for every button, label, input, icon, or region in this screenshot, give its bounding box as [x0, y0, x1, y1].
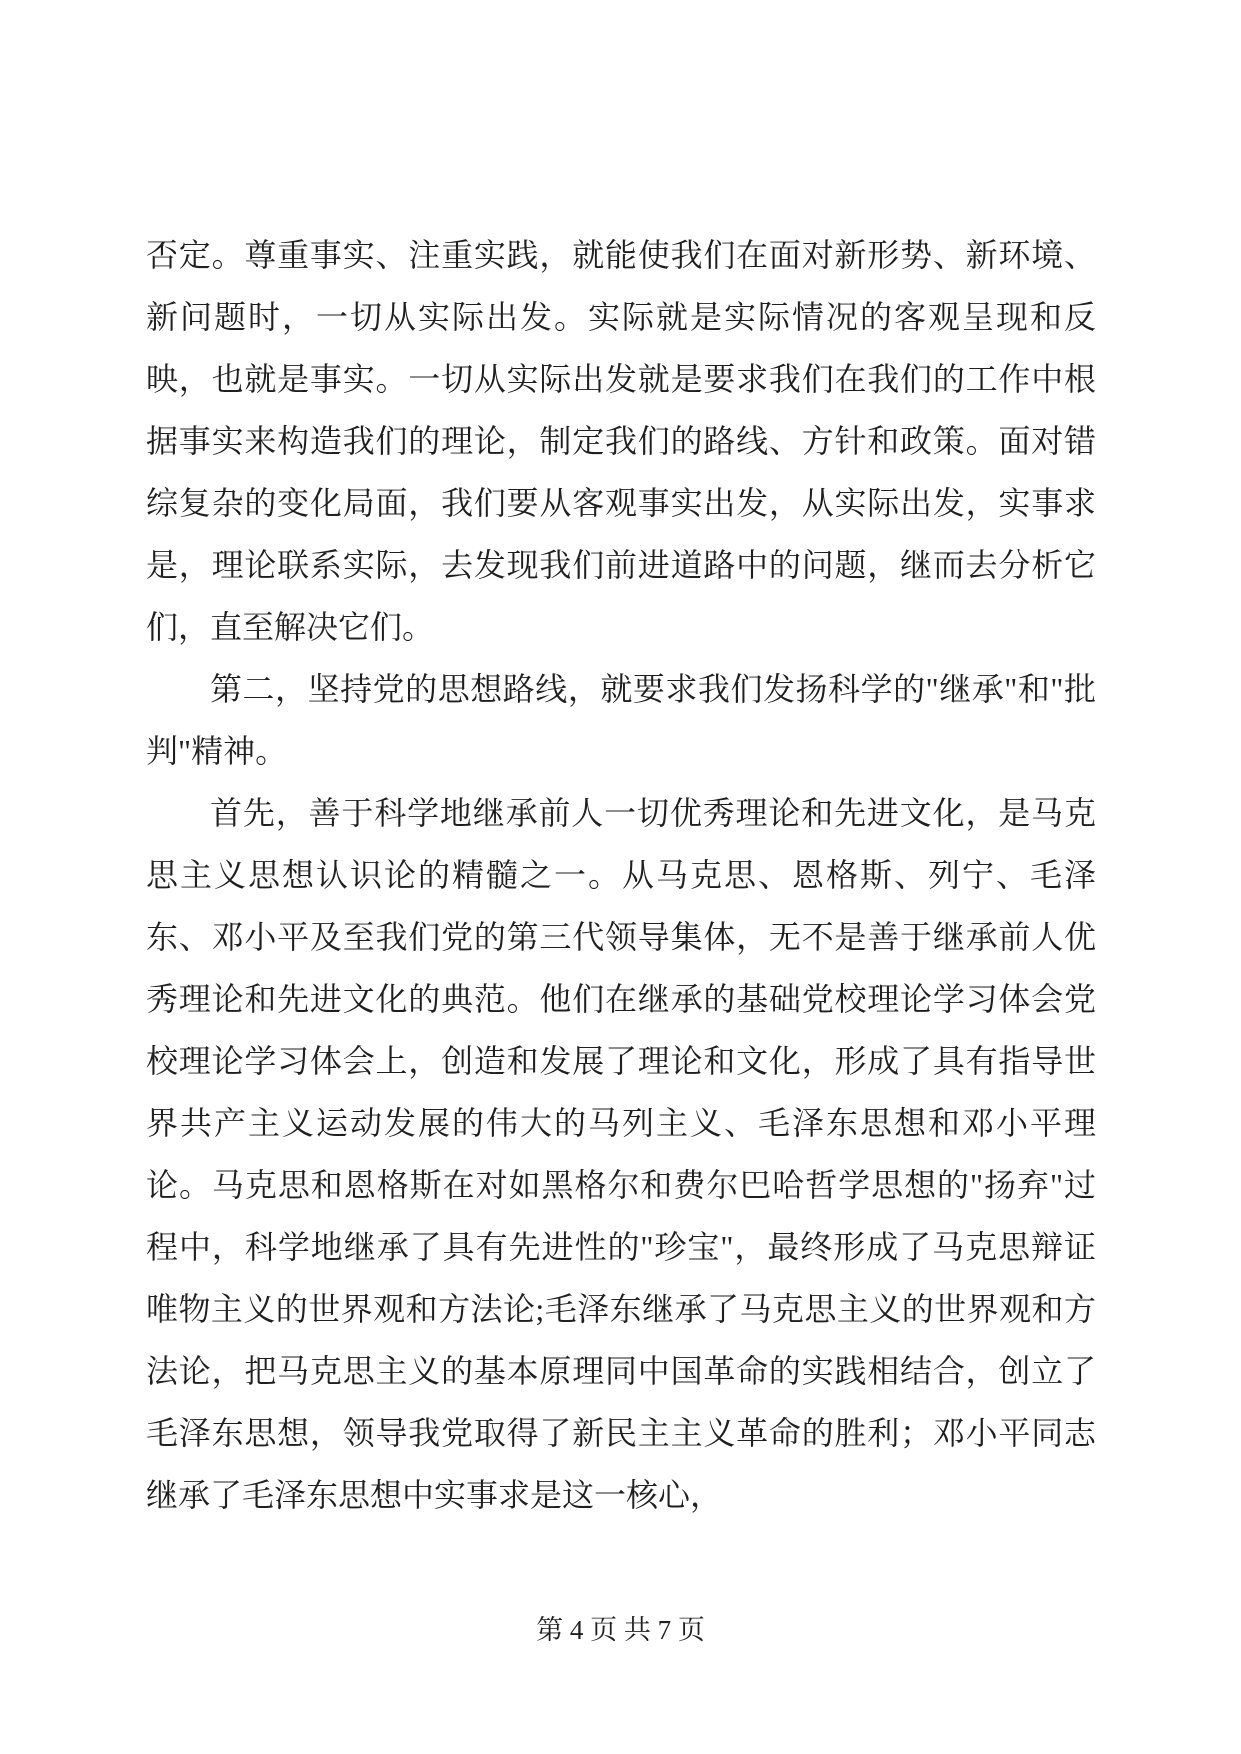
paragraph: 否定。尊重事实、注重实践，就能使我们在面对新形势、新环境、新问题时，一切从实际出发。实际就是实际情况的客观呈现和反映，也就是事实。一切从实际出发就是要求我们在我们的工作中根据事实来构造我们的理论，制定我们的路线、方针和政策。面对错综复杂的变化局面，我们要从客观事实出发，从实际出发，实事求是，理论联系实际，去发现我们前进道路中的问题，继而去分析它们，直至解决它们。 [146, 237, 1096, 645]
paragraph: 第二，坚持党的思想路线，就要求我们发扬科学的"继承"和"批判"精神。 [146, 671, 1096, 769]
page-footer: 第 4 页 共 7 页 [536, 1615, 705, 1645]
document-body [146, 224, 1096, 1526]
paragraph: 首先，善于科学地继承前人一切优秀理论和先进文化，是马克思主义思想认识论的精髓之一。从马克思、恩格斯、列宁、毛泽东、邓小平及至我们党的第三代领导集体，无不是善于继承前人优秀理论和先进文化的典范。他们在继承的基础党校理论学习体会党校理论学习体会上，创造和发展了理论和文化，形成了具有指导世界共产主义运动发展的伟大的马列主义、毛泽东思想和邓小平理论。马克思和恩格斯在对如黑格尔和费尔巴哈哲学思想的"扬弃"过程中，科学地继承了具有先进性的"珍宝"，最终形成了马克思辩证唯物主义的世界观和方法论;毛泽东继承了马克思主义的世界观和方法论，把马克思主义的基本原理同中国革命的实践相结合，创立了毛泽东思想，领导我党取得了新民主主义革命的胜利；邓小平同志继承了毛泽东思想中实事求是这一核心， [146, 795, 1096, 1513]
